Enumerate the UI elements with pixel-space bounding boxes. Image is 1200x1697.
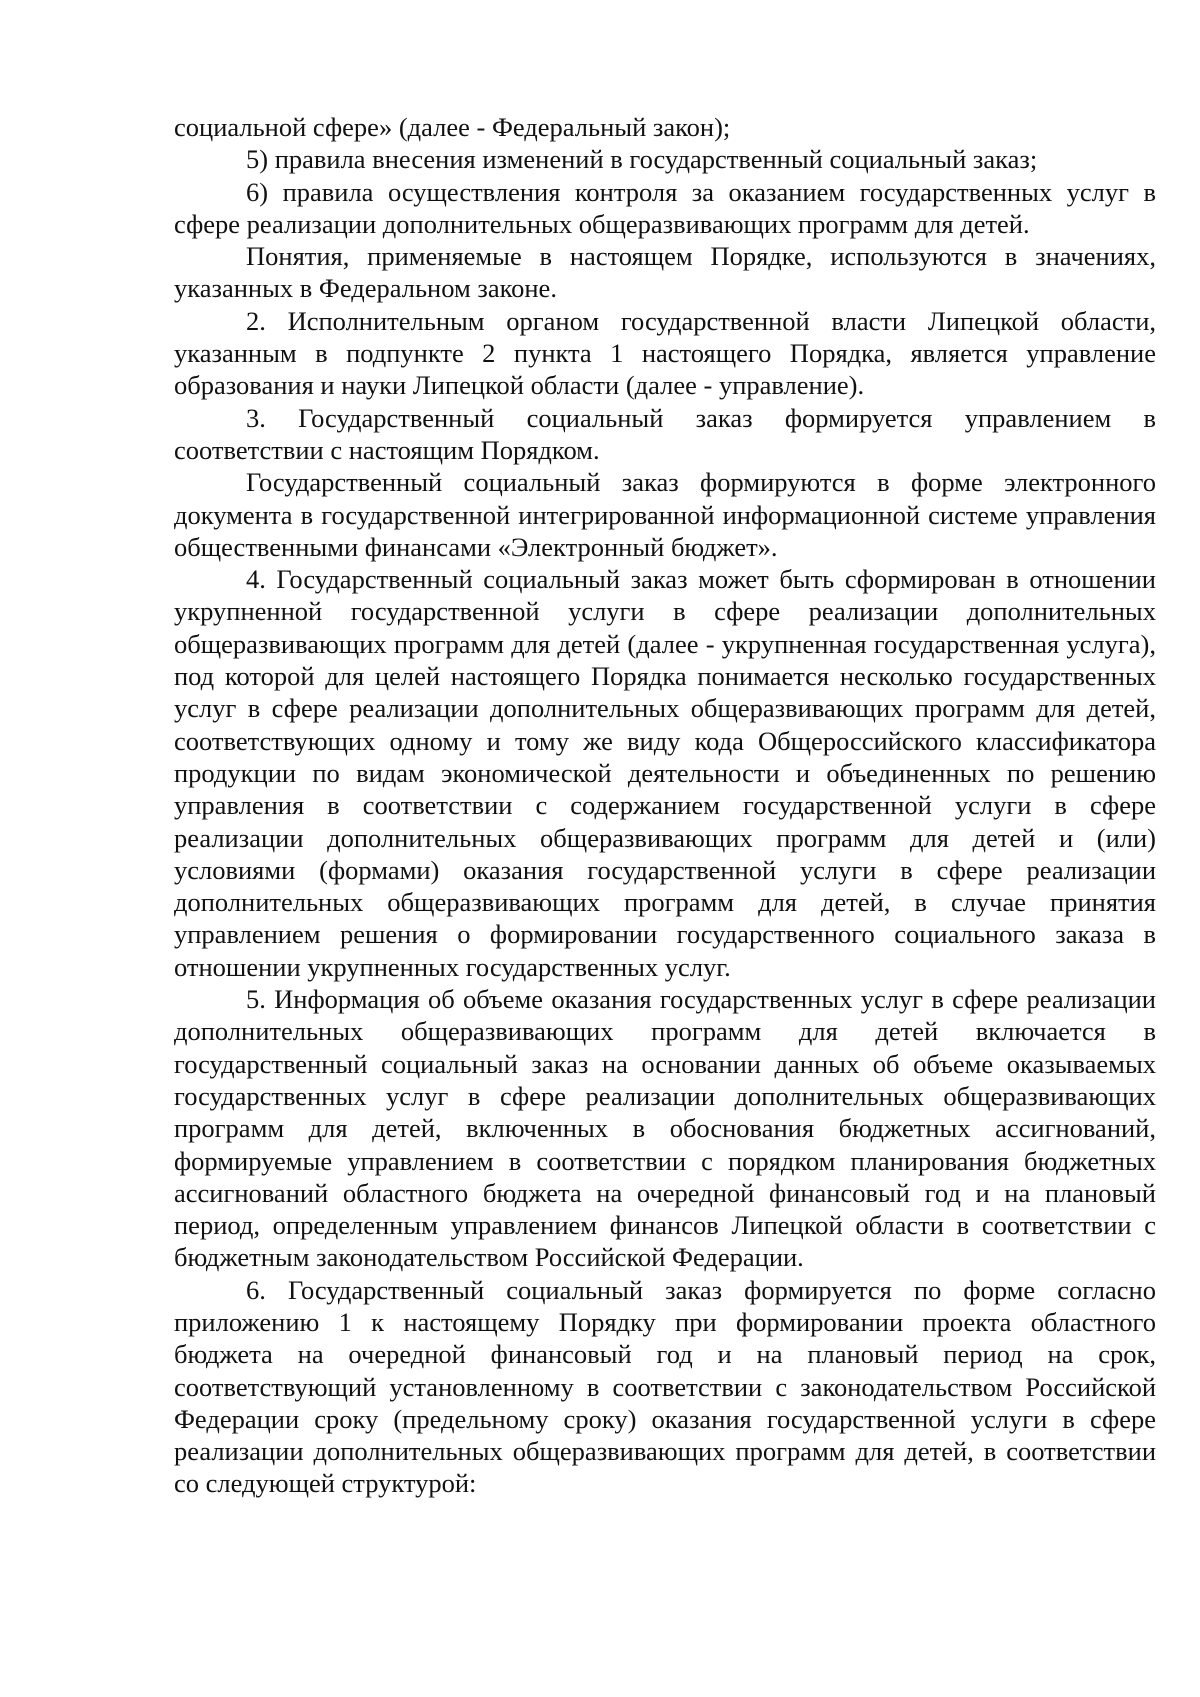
- paragraph-section-2: 2. Исполнительным органом государственной власти Липецкой области, указанным в подпункте 2 пункта 1 настоящего Порядка, является управление образования и науки Липецкой области (далее - управление).: [174, 305, 1156, 401]
- paragraph-item-6: 6) правила осуществления контроля за оказанием государственных услуг в сфере реализации дополнительных общеразвивающих программ для детей.: [174, 176, 1156, 239]
- paragraph-continuation: социальной сфере» (далее - Федеральный закон);: [174, 112, 731, 142]
- paragraph-electronic-form: Государственный социальный заказ формируются в форме электронного документа в государственной интегрированной информационной системе управления общественными финансами «Электронный бюджет».: [174, 467, 1156, 562]
- paragraph-item-5: 5) правила внесения изменений в государственный социальный заказ;: [246, 144, 1038, 175]
- paragraph-section-4: 4. Государственный социальный заказ может быть сформирован в отношении укрупненной государственной услуги в сфере реализации дополнительных общеразвивающих программ для детей (далее - укрупненная государственная услуга), под которой для целей настоящего Порядка понимается несколько государственных услуг в сфере реализации дополнительных общеразвивающих программ для детей, соответствующих одному и тому же виду кода Общероссийского классификатора продукции по видам экономической деятельности и объединенных по решению управления в соответствии с содержанием государственной услуги в сфере реализации дополнительных общеразвивающих программ для детей и (или) условиями (формами) оказания государственной услуги в сфере реализации дополнительных общеразвивающих программ для детей, в случае принятия управлением решения о формировании государственного социального заказа в отношении укрупненных государственных услуг.: [174, 564, 1156, 982]
- paragraph-definitions: Понятия, применяемые в настоящем Порядке, используются в значениях, указанных в Федеральном законе.: [174, 241, 1156, 304]
- paragraph-section-3: 3. Государственный социальный заказ формируется управлением в соответствии с настоящим Порядком.: [174, 402, 1156, 465]
- paragraph-section-6: 6. Государственный социальный заказ формируется по форме согласно приложению 1 к настоящему Порядку при формировании проекта областного бюджета на очередной финансовый год и на плановый период на срок, соответствующий установленному в соответствии с законодательством Российской Федерации сроку (предельному сроку) оказания государственной услуги в сфере реализации дополнительных общеразвивающих программ для детей, в соответствии со следующей структурой:: [174, 1274, 1156, 1499]
- document-body: [174, 111, 1156, 1500]
- paragraph-section-5: 5. Информация об объеме оказания государственных услуг в сфере реализации дополнительных общеразвивающих программ для детей включается в государственный социальный заказ на основании данных об объеме оказываемых государственных услуг в сфере реализации дополнительных общеразвивающих программ для детей, включенных в обоснования бюджетных ассигнований, формируемые управлением в соответствии с порядком планирования бюджетных ассигнований областного бюджета на очередной финансовый год и на плановый период, определенным управлением финансов Липецкой области в соответствии с бюджетным законодательством Российской Федерации.: [174, 984, 1156, 1273]
